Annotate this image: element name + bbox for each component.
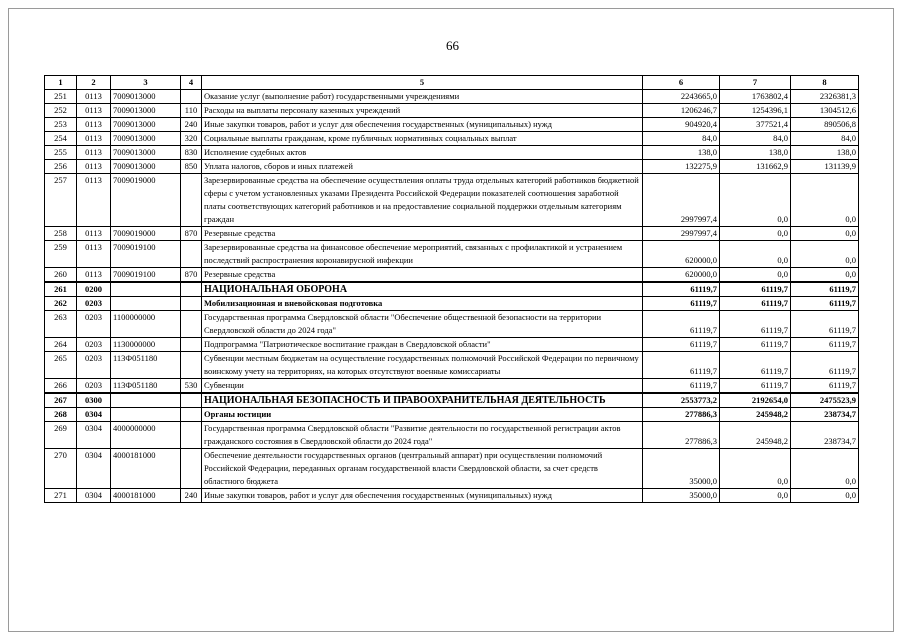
amount-year3-cell: 61119,7 [791, 282, 859, 297]
amount-year3-cell: 61119,7 [791, 352, 859, 379]
row-name-cell: Обеспечение деятельности государственных органов (центральный аппарат) при осуществлении полномочий Российской Федерации, переданных органам государственной власти Свердловской области, за счет средств областного бюджета [202, 449, 643, 489]
table-row [45, 268, 859, 283]
row-number-cell: 270 [45, 449, 77, 489]
row-name-cell: Расходы на выплаты персоналу казенных учреждений [202, 104, 643, 118]
section-code-cell: 0113 [77, 104, 111, 118]
section-code-cell: 0304 [77, 489, 111, 503]
expense-type-cell: 240 [181, 489, 202, 503]
table-row [45, 379, 859, 394]
table-row [45, 352, 859, 379]
amount-year1-cell: 2243665,0 [643, 90, 720, 104]
amount-year2-cell: 61119,7 [720, 311, 791, 338]
amount-year1-cell: 904920,4 [643, 118, 720, 132]
amount-year1-cell: 35000,0 [643, 449, 720, 489]
amount-year2-cell: 0,0 [720, 489, 791, 503]
amount-year3-cell: 238734,7 [791, 422, 859, 449]
target-article-cell: 7009019100 [111, 268, 181, 283]
target-article-cell: 4000181000 [111, 489, 181, 503]
amount-year2-cell: 0,0 [720, 174, 791, 227]
section-code-cell: 0113 [77, 160, 111, 174]
amount-year1-cell: 2553773,2 [643, 393, 720, 408]
row-name-cell: Субвенции [202, 379, 643, 394]
row-name-cell: Иные закупки товаров, работ и услуг для обеспечения государственных (муниципальных) нужд [202, 118, 643, 132]
target-article-cell [111, 393, 181, 408]
target-article-cell: 1100000000 [111, 311, 181, 338]
table-row [45, 408, 859, 422]
expense-type-cell: 240 [181, 118, 202, 132]
expense-type-cell [181, 422, 202, 449]
row-number-cell: 256 [45, 160, 77, 174]
amount-year2-cell: 61119,7 [720, 282, 791, 297]
amount-year1-cell: 277886,3 [643, 422, 720, 449]
amount-year2-cell: 0,0 [720, 227, 791, 241]
col-header: 5 [202, 76, 643, 90]
table-row [45, 449, 859, 489]
row-number-cell: 269 [45, 422, 77, 449]
amount-year2-cell: 377521,4 [720, 118, 791, 132]
row-name-cell: НАЦИОНАЛЬНАЯ ОБОРОНА [202, 282, 643, 297]
amount-year3-cell: 890506,8 [791, 118, 859, 132]
expense-type-cell: 870 [181, 268, 202, 283]
row-number-cell: 252 [45, 104, 77, 118]
target-article-cell: 7009013000 [111, 90, 181, 104]
row-number-cell: 261 [45, 282, 77, 297]
amount-year2-cell: 0,0 [720, 268, 791, 283]
row-number-cell: 251 [45, 90, 77, 104]
expense-type-cell [181, 449, 202, 489]
row-number-cell: 263 [45, 311, 77, 338]
amount-year1-cell: 61119,7 [643, 282, 720, 297]
amount-year2-cell: 245948,2 [720, 422, 791, 449]
table-row [45, 422, 859, 449]
section-code-cell: 0113 [77, 118, 111, 132]
row-number-cell: 254 [45, 132, 77, 146]
amount-year3-cell: 2475523,9 [791, 393, 859, 408]
amount-year3-cell: 0,0 [791, 241, 859, 268]
row-number-cell: 255 [45, 146, 77, 160]
col-header: 6 [643, 76, 720, 90]
target-article-cell: 7009013000 [111, 118, 181, 132]
amount-year1-cell: 138,0 [643, 146, 720, 160]
amount-year3-cell: 1304512,6 [791, 104, 859, 118]
row-name-cell: Субвенции местным бюджетам на осуществление государственных полномочий Российской Федерации по первичному воинскому учету на территориях, на которых отсутствуют военные комиссариаты [202, 352, 643, 379]
amount-year3-cell: 61119,7 [791, 338, 859, 352]
amount-year2-cell: 138,0 [720, 146, 791, 160]
target-article-cell [111, 408, 181, 422]
target-article-cell: 7009013000 [111, 104, 181, 118]
expense-type-cell [181, 90, 202, 104]
table-row [45, 174, 859, 227]
row-name-cell: Иные закупки товаров, работ и услуг для обеспечения государственных (муниципальных) нужд [202, 489, 643, 503]
section-code-cell: 0200 [77, 282, 111, 297]
col-header: 7 [720, 76, 791, 90]
section-code-cell: 0203 [77, 379, 111, 394]
expense-type-cell [181, 408, 202, 422]
expense-type-cell: 830 [181, 146, 202, 160]
row-number-cell: 267 [45, 393, 77, 408]
expense-type-cell: 530 [181, 379, 202, 394]
amount-year2-cell: 61119,7 [720, 297, 791, 311]
amount-year2-cell: 131662,9 [720, 160, 791, 174]
amount-year2-cell: 0,0 [720, 241, 791, 268]
table-row [45, 104, 859, 118]
section-code-cell: 0113 [77, 146, 111, 160]
amount-year1-cell: 1206246,7 [643, 104, 720, 118]
section-code-cell: 0304 [77, 422, 111, 449]
table-row [45, 393, 859, 408]
expense-type-cell [181, 393, 202, 408]
section-code-cell: 0304 [77, 408, 111, 422]
section-code-cell: 0113 [77, 268, 111, 283]
amount-year3-cell: 0,0 [791, 174, 859, 227]
expense-type-cell [181, 311, 202, 338]
table-row [45, 489, 859, 503]
amount-year3-cell: 0,0 [791, 227, 859, 241]
col-header: 1 [45, 76, 77, 90]
amount-year3-cell: 2326381,3 [791, 90, 859, 104]
amount-year1-cell: 2997997,4 [643, 227, 720, 241]
amount-year1-cell: 61119,7 [643, 311, 720, 338]
section-code-cell: 0113 [77, 174, 111, 227]
section-code-cell: 0300 [77, 393, 111, 408]
expense-type-cell: 870 [181, 227, 202, 241]
table-row [45, 118, 859, 132]
target-article-cell: 7009019000 [111, 174, 181, 227]
row-number-cell: 264 [45, 338, 77, 352]
amount-year3-cell: 131139,9 [791, 160, 859, 174]
target-article-cell: 113Ф051180 [111, 352, 181, 379]
amount-year3-cell: 61119,7 [791, 311, 859, 338]
budget-table [44, 75, 859, 503]
target-article-cell: 7009019000 [111, 227, 181, 241]
amount-year2-cell: 61119,7 [720, 338, 791, 352]
amount-year2-cell: 245948,2 [720, 408, 791, 422]
amount-year1-cell: 84,0 [643, 132, 720, 146]
amount-year2-cell: 0,0 [720, 449, 791, 489]
amount-year1-cell: 277886,3 [643, 408, 720, 422]
section-code-cell: 0203 [77, 352, 111, 379]
section-code-cell: 0113 [77, 132, 111, 146]
table-row [45, 338, 859, 352]
expense-type-cell [181, 297, 202, 311]
row-name-cell: Зарезервированные средства на обеспечение осуществления оплаты труда отдельных категорий работников бюджетной сферы с учетом установленных указами Президента Российской Федерации показателей соотношения заработной платы соответствующих категорий работников и на предоставление социальной поддержки отдельным категориям граждан [202, 174, 643, 227]
row-name-cell: НАЦИОНАЛЬНАЯ БЕЗОПАСНОСТЬ И ПРАВООХРАНИТЕЛЬНАЯ ДЕЯТЕЛЬНОСТЬ [202, 393, 643, 408]
amount-year3-cell: 0,0 [791, 449, 859, 489]
amount-year1-cell: 61119,7 [643, 352, 720, 379]
table-row [45, 132, 859, 146]
target-article-cell: 113Ф051180 [111, 379, 181, 394]
row-name-cell: Резервные средства [202, 227, 643, 241]
row-name-cell: Государственная программа Свердловской области "Обеспечение общественной безопасности на территории Свердловской области до 2024 года" [202, 311, 643, 338]
expense-type-cell [181, 174, 202, 227]
row-number-cell: 259 [45, 241, 77, 268]
row-name-cell: Мобилизационная и вневойсковая подготовка [202, 297, 643, 311]
row-name-cell: Подпрограмма "Патриотическое воспитание граждан в Свердловской области" [202, 338, 643, 352]
amount-year1-cell: 35000,0 [643, 489, 720, 503]
row-name-cell: Социальные выплаты гражданам, кроме публичных нормативных социальных выплат [202, 132, 643, 146]
table-row [45, 90, 859, 104]
section-code-cell: 0113 [77, 90, 111, 104]
row-number-cell: 260 [45, 268, 77, 283]
col-header: 2 [77, 76, 111, 90]
row-name-cell: Государственная программа Свердловской области "Развитие деятельности по государственной регистрации актов гражданского состояния в Свердловской области до 2024 года" [202, 422, 643, 449]
amount-year1-cell: 620000,0 [643, 241, 720, 268]
table-row [45, 297, 859, 311]
row-number-cell: 257 [45, 174, 77, 227]
table-row [45, 146, 859, 160]
amount-year1-cell: 61119,7 [643, 379, 720, 394]
row-name-cell: Зарезервированные средства на финансовое обеспечение мероприятий, связанных с профилактикой и устранением последствий распространения коронавирусной инфекции [202, 241, 643, 268]
amount-year2-cell: 2192654,0 [720, 393, 791, 408]
col-header: 3 [111, 76, 181, 90]
row-name-cell: Резервные средства [202, 268, 643, 283]
amount-year2-cell: 84,0 [720, 132, 791, 146]
row-number-cell: 268 [45, 408, 77, 422]
table-row [45, 282, 859, 297]
expense-type-cell [181, 352, 202, 379]
amount-year3-cell: 238734,7 [791, 408, 859, 422]
amount-year2-cell: 1763802,4 [720, 90, 791, 104]
target-article-cell: 7009013000 [111, 132, 181, 146]
expense-type-cell: 320 [181, 132, 202, 146]
amount-year3-cell: 0,0 [791, 489, 859, 503]
amount-year3-cell: 138,0 [791, 146, 859, 160]
target-article-cell: 7009013000 [111, 160, 181, 174]
target-article-cell: 4000000000 [111, 422, 181, 449]
expense-type-cell [181, 241, 202, 268]
page-number: 66 [446, 38, 459, 53]
section-code-cell: 0113 [77, 241, 111, 268]
row-number-cell: 262 [45, 297, 77, 311]
row-number-cell: 258 [45, 227, 77, 241]
row-number-cell: 266 [45, 379, 77, 394]
target-article-cell [111, 297, 181, 311]
expense-type-cell [181, 282, 202, 297]
row-name-cell: Оказание услуг (выполнение работ) государственными учреждениями [202, 90, 643, 104]
amount-year3-cell: 84,0 [791, 132, 859, 146]
table-row [45, 241, 859, 268]
expense-type-cell [181, 338, 202, 352]
target-article-cell: 4000181000 [111, 449, 181, 489]
header-row [45, 76, 859, 90]
target-article-cell: 7009013000 [111, 146, 181, 160]
table-row [45, 227, 859, 241]
amount-year1-cell: 132275,9 [643, 160, 720, 174]
row-number-cell: 265 [45, 352, 77, 379]
table-row [45, 160, 859, 174]
amount-year1-cell: 2997997,4 [643, 174, 720, 227]
target-article-cell: 1130000000 [111, 338, 181, 352]
section-code-cell: 0113 [77, 227, 111, 241]
row-number-cell: 253 [45, 118, 77, 132]
amount-year1-cell: 620000,0 [643, 268, 720, 283]
row-name-cell: Уплата налогов, сборов и иных платежей [202, 160, 643, 174]
amount-year2-cell: 1254396,1 [720, 104, 791, 118]
row-number-cell: 271 [45, 489, 77, 503]
table-row [45, 311, 859, 338]
amount-year1-cell: 61119,7 [643, 297, 720, 311]
amount-year1-cell: 61119,7 [643, 338, 720, 352]
amount-year2-cell: 61119,7 [720, 379, 791, 394]
col-header: 8 [791, 76, 859, 90]
section-code-cell: 0304 [77, 449, 111, 489]
amount-year3-cell: 61119,7 [791, 379, 859, 394]
section-code-cell: 0203 [77, 311, 111, 338]
amount-year2-cell: 61119,7 [720, 352, 791, 379]
amount-year3-cell: 0,0 [791, 268, 859, 283]
section-code-cell: 0203 [77, 297, 111, 311]
amount-year3-cell: 61119,7 [791, 297, 859, 311]
col-header: 4 [181, 76, 202, 90]
row-name-cell: Органы юстиции [202, 408, 643, 422]
section-code-cell: 0203 [77, 338, 111, 352]
target-article-cell [111, 282, 181, 297]
expense-type-cell: 110 [181, 104, 202, 118]
target-article-cell: 7009019100 [111, 241, 181, 268]
expense-type-cell: 850 [181, 160, 202, 174]
row-name-cell: Исполнение судебных актов [202, 146, 643, 160]
